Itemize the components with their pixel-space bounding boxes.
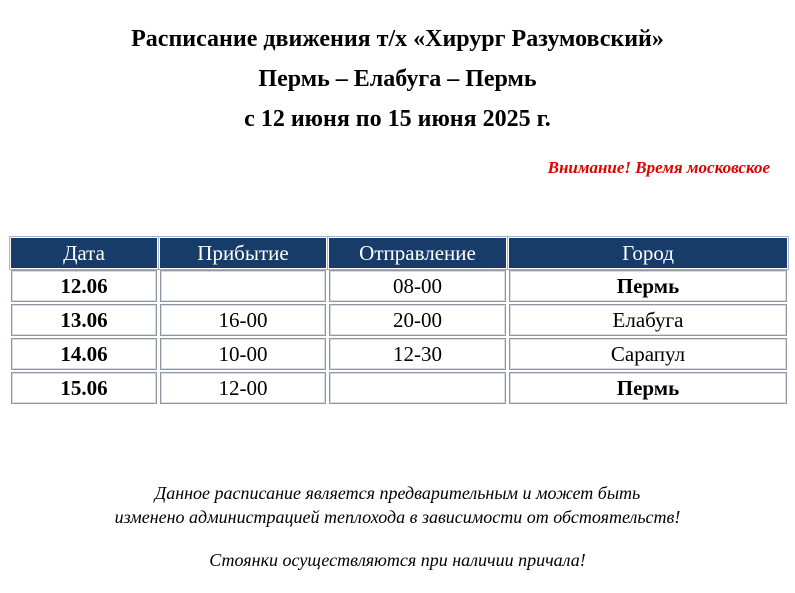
column-header-city: Город — [509, 238, 787, 268]
cell-departure: 12-30 — [329, 338, 506, 370]
cell-arrival: 12-00 — [160, 372, 326, 404]
date-range-title: с 12 июня по 15 июня 2025 г. — [244, 106, 551, 132]
preliminary-note-continued: изменено администрацией теплохода в зависимости от обстоятельств! — [114, 507, 681, 527]
cell-date: 14.06 — [11, 338, 157, 370]
cell-city: Пермь — [509, 270, 787, 302]
cell-date: 12.06 — [11, 270, 157, 302]
cell-city: Сарапул — [509, 338, 787, 370]
table-header-row — [11, 238, 787, 268]
cell-city: Пермь — [509, 372, 787, 404]
moscow-time-warning: Внимание! Время московское — [547, 158, 770, 177]
route-title: Пермь – Елабуга – Пермь — [258, 66, 537, 92]
mooring-note: Стоянки осуществляются при наличии причала! — [209, 550, 586, 570]
column-header-arrival: Прибытие — [160, 238, 326, 268]
cell-departure: 20-00 — [329, 304, 506, 336]
cell-date: 13.06 — [11, 304, 157, 336]
cell-arrival: 10-00 — [160, 338, 326, 370]
cell-city: Елабуга — [509, 304, 787, 336]
column-header-departure: Отправление — [329, 238, 506, 268]
preliminary-note: Данное расписание является предварительным и может быть — [154, 483, 641, 503]
table-row — [11, 338, 787, 370]
schedule-title: Расписание движения т/х «Хирург Разумовский» — [131, 26, 664, 52]
cell-date: 15.06 — [11, 372, 157, 404]
cell-departure: 08-00 — [329, 270, 506, 302]
table-row — [11, 372, 787, 404]
table-row — [11, 270, 787, 302]
cell-arrival: 16-00 — [160, 304, 326, 336]
cell-arrival — [160, 270, 326, 302]
column-header-date: Дата — [11, 238, 157, 268]
cell-departure — [329, 372, 506, 404]
table-row — [11, 304, 787, 336]
schedule-table — [8, 236, 790, 406]
